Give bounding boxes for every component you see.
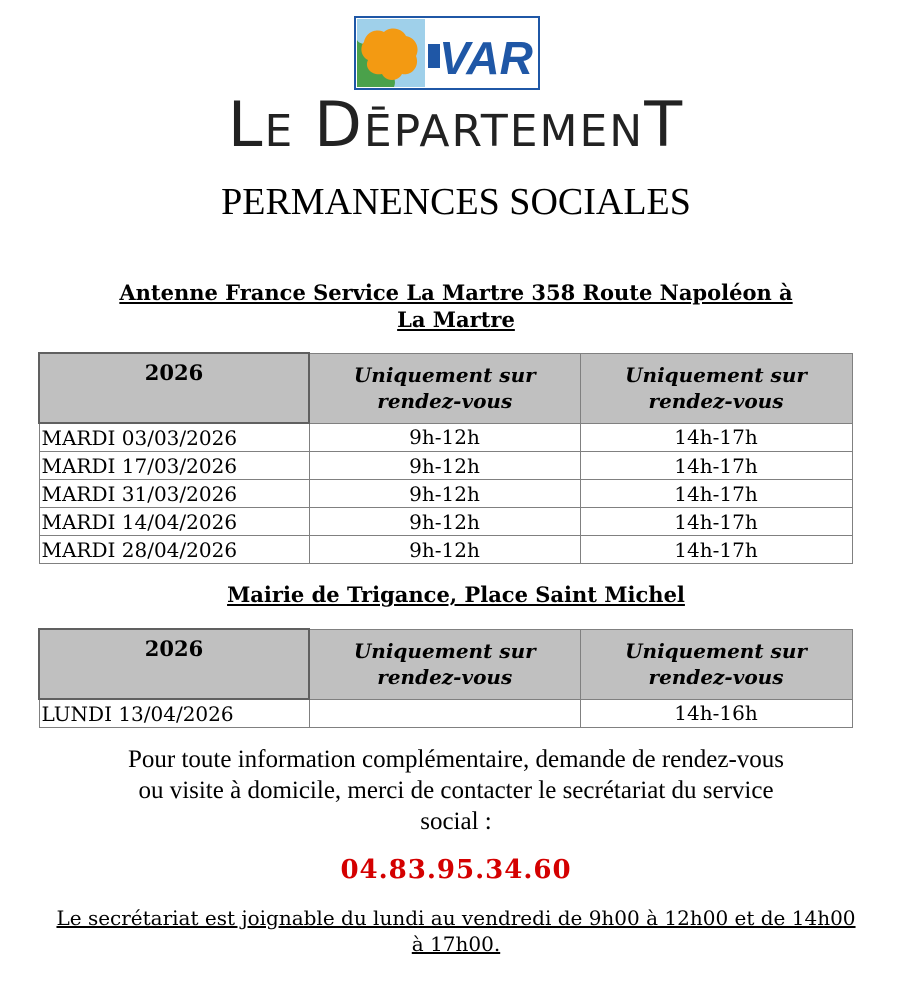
- schedule-table-la-martre: [38, 352, 853, 564]
- morning-cell: 9h-12h: [309, 452, 580, 480]
- var-logo: [354, 16, 540, 90]
- table-row: [39, 480, 852, 508]
- contact-info: Pour toute information complémentaire, demande de rendez-vous ou visite à domicile, merci de contacter le secrétariat du service social :: [127, 746, 785, 835]
- afternoon-cell: 14h-17h: [580, 480, 852, 508]
- morning-cell: 9h-12h: [309, 480, 580, 508]
- section2-heading: Mairie de Trigance, Place Saint Michel: [227, 582, 685, 607]
- afternoon-cell: 14h-17h: [580, 508, 852, 536]
- table-row: [39, 699, 852, 728]
- morning-cell: [309, 699, 580, 728]
- table-row: [39, 536, 852, 564]
- logo-text: VAR: [439, 32, 533, 84]
- phone-number: 04.83.95.34.60: [340, 855, 572, 885]
- afternoon-cell: 14h-16h: [580, 699, 852, 728]
- morning-cell: 9h-12h: [309, 536, 580, 564]
- secretariat-hours: Le secrétariat est joignable du lundi au vendredi de 9h00 à 12h00 et de 14h00 à 17h00.: [56, 906, 856, 956]
- column-header-afternoon: Uniquement sur rendez-vous: [580, 353, 852, 423]
- date-cell: MARDI 17/03/2026: [39, 452, 309, 480]
- date-cell: MARDI 14/04/2026: [39, 508, 309, 536]
- afternoon-cell: 14h-17h: [580, 423, 852, 452]
- column-header-afternoon: Uniquement sur rendez-vous: [580, 629, 852, 699]
- morning-cell: 9h-12h: [309, 423, 580, 452]
- date-cell: MARDI 31/03/2026: [39, 480, 309, 508]
- department-wordmark: LE DĒPARTEMENT: [227, 88, 685, 161]
- date-cell: MARDI 03/03/2026: [39, 423, 309, 452]
- date-cell: LUNDI 13/04/2026: [39, 699, 309, 728]
- page-title: PERMANENCES SOCIALES: [221, 181, 691, 223]
- morning-cell: 9h-12h: [309, 508, 580, 536]
- column-header-morning: Uniquement sur rendez-vous: [309, 353, 580, 423]
- table-row: [39, 508, 852, 536]
- column-header-year: 2026: [39, 353, 309, 423]
- afternoon-cell: 14h-17h: [580, 536, 852, 564]
- afternoon-cell: 14h-17h: [580, 452, 852, 480]
- table-row: [39, 423, 852, 452]
- column-header-morning: Uniquement sur rendez-vous: [309, 629, 580, 699]
- table-row: [39, 452, 852, 480]
- section1-heading: Antenne France Service La Martre 358 Route Napoléon à La Martre: [119, 280, 793, 332]
- schedule-table-trigance: [38, 628, 853, 728]
- column-header-year: 2026: [39, 629, 309, 699]
- date-cell: MARDI 28/04/2026: [39, 536, 309, 564]
